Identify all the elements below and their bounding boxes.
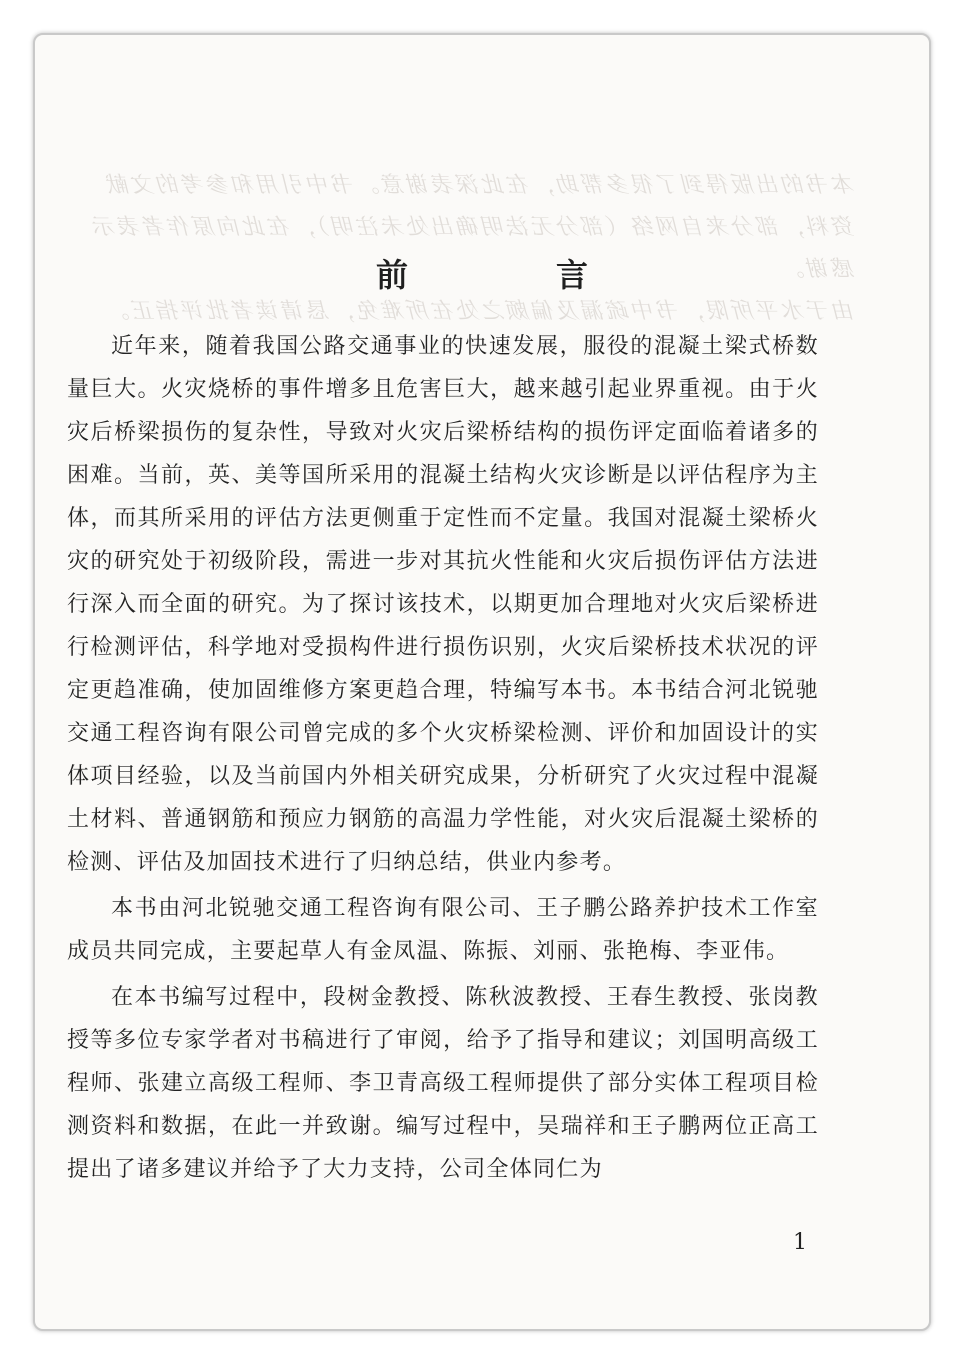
page-number: 1 (793, 1230, 807, 1255)
show-through-line: 本书的出版得到了很多帮助，在此深表谢意。书中引用和参考的文献 (104, 173, 855, 198)
preface-paragraph-3: 在本书编写过程中，段树金教授、陈秋波教授、王春生教授、张岗教授等多位专家学者对书稿进行了审阅，给予了指导和建议；刘国明高级工程师、张建立高级工程师、李卫青高级工程师提供了部分实体工程项目检测资料和数据，在此一并致谢。编写过程中，吴瑞祥和王子鹏两位正高工提出了诸多建议并给予了大力支持，公司全体同仁为 (67, 985, 819, 1182)
show-through-line: 由于水平所限，书中疏漏及偏颇之处在所难免，恳请读者批评指正。 (104, 299, 855, 324)
preface-paragraph-1: 近年来，随着我国公路交通事业的快速发展，服役的混凝土梁式桥数量巨大。火灾烧桥的事件增多且危害巨大，越来越引起业界重视。由于火灾后桥梁损伤的复杂性，导致对火灾后梁桥结构的损伤评定面临着诸多的困难。当前，英、美等国所采用的混凝土结构火灾诊断是以评估程序为主体，而其所采用的评估方法更侧重于定性而不定量。我国对混凝土梁桥火灾的研究处于初级阶段，需进一步对其抗火性能和火灾后损伤评估方法进行深入而全面的研究。为了探讨该技术，以期更加合理地对火灾后梁桥进行检测评估，科学地对受损构件进行损伤识别，火灾后梁桥技术状况的评定更趋准确，使加固维修方案更趋合理，特编写本书。本书结合河北锐驰交通工程咨询有限公司曾完成的多个火灾桥梁检测、评价和加固设计的实体项目经验，以及当前国内外相关研究成果，分析研究了火灾过程中混凝土材料、普通钢筋和预应力钢筋的高温力学性能，对火灾后混凝土梁桥的检测、评估及加固技术进行了归纳总结，供业内参考。 (67, 334, 819, 875)
show-through-line: 资料，部分来自网络（部分无法明确出处未注明），在此向原作者表示 (90, 215, 855, 240)
show-through-line: 感谢。 (779, 257, 855, 282)
preface-paragraph-2: 本书由河北锐驰交通工程咨询有限公司、王子鹏公路养护技术工作室成员共同完成，主要起草人有金凤温、陈振、刘丽、张艳梅、李亚伟。 (67, 896, 819, 964)
page-title: 前 言 (375, 256, 646, 294)
book-page (33, 33, 931, 1331)
show-through-text (75, 165, 855, 333)
preface-body (67, 325, 819, 1194)
